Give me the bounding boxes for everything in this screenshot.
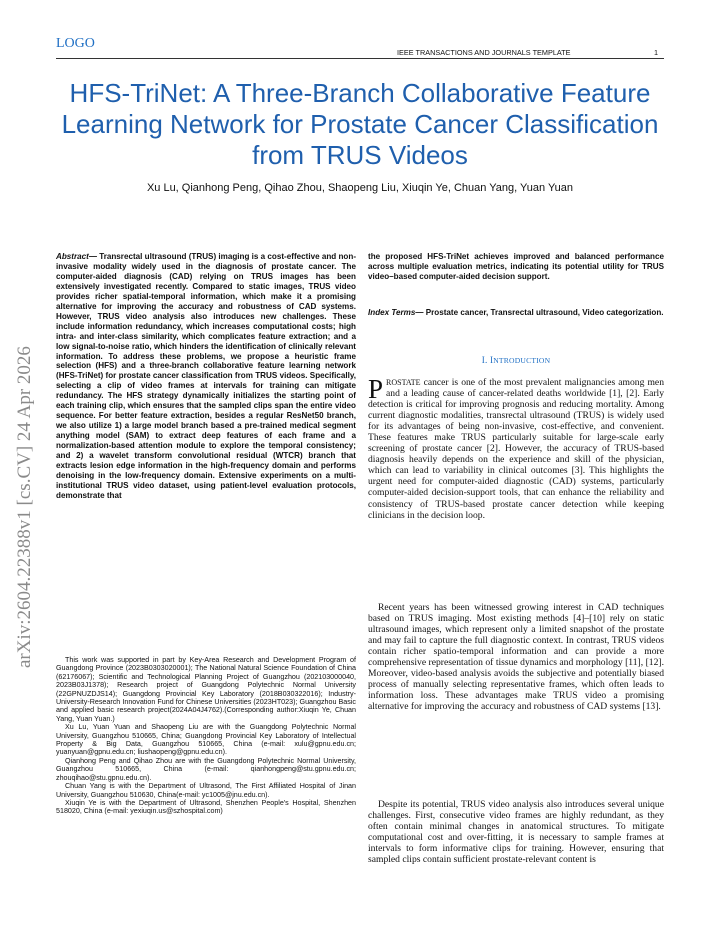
footnote-affiliation: Xu Lu, Yuan Yuan and Shaopeng Liu are with the Guangdong Polytechnic Normal University, Guangzhou 510665, China; Guangdong Provincial Key Laboratory of Intellectual Property & Big Data, Guangzhou 510665, China (e-mail: xulu@gpnu.edu.cn; yuanyuan@gpnu.edu.cn; liushaopeng@gpnu.edu.cn). [56, 723, 356, 757]
drop-cap: P [368, 374, 384, 404]
footnotes [56, 656, 356, 816]
intro-paragraph: Recent years has been witnessed growing interest in CAD techniques based on TRUS imaging. Most existing methods [4]–[10] rely on static ultrasound images, which represent only a limited snapshot of the prostate and may fail to capture the full diagnostic context. In contrast, TRUS videos contain richer spatio-temporal information and can provide a more comprehensive representation of tissue dynamics and morphology [11], [12]. Moreover, video-based analysis avoids the subjective and potentially biased process of manually selecting representative frames, which often leads to information loss. These advantages make TRUS video a promising alternative for improving the accuracy and robustness of CAD systems [13]. [368, 602, 664, 713]
footnote-affiliation: Xiuqin Ye is with the Department of Ultrasond, Shenzhen People's Hospital, Shenzhen 518020, China (e-mail: yexiuqin.us@szhospital.com) [56, 798, 356, 816]
abstract-text: Transrectal ultrasound (TRUS) imaging is a cost-effective and non-invasive modality widely used in the diagnosis of prostate cancer. The computer-aided diagnosis (CAD) relying on TRUS images has been extensively investigated recently. Compared to static images, TRUS video provides richer spatial-temporal information, which make it a promising alternative for improving the accuracy and robustness of CAD systems. However, TRUS video analysis also introduces new challenges. These include information redundancy, which increases computational costs; high intra- and inter-class similarity, which complicates feature extraction; and a low signal-to-noise ratio, which hinders the identification of clinically relevant information. To address these problems, we propose a heuristic frame selection (HFS) and a three-branch collaborative feature learning network (HFS-TriNet) for prostate cancer classification from TRUS videos. Specifically, selecting a clip of video frames at intervals for training can mitigate redundancy. The HFS strategy dynamically initializes the starting point of each training clip, which ensures that the sampled clips span the entire video sequence. For better feature extraction, besides a regular ResNet50 branch, we also utilize 1) a large model branch based a pre-trained medical segment anything model (SAM) to extract deep features of each frame and a normalization-based attention module to explore the temporal consistency; and 2) a wavelet transform convolutional residual (WTCR) branch that extracts lesion edge information in the high-frequency domain and performs denoising in the low-frequency domain. Extensive experiments on a multi-institutional TRUS video dataset, using patient-level evaluation protocols, demonstrate that [56, 252, 357, 500]
section-heading [368, 355, 664, 365]
footnote-funding: This work was supported in part by Key-Area Research and Development Program of Guangdong Province (2023B0303020001); The National Natural Science Foundation of China (62176067); Scientific and Technological Planning Project of Guangzhou (202103000040, 2023B03J1378); Research project of Guangdong Polytechnic Normal University (22GPNUZDJS14); Guangdong Provincial Key Laboratory (2018B030322016); Industry-University-Research Innovation Fund for Chinese Universities (2023HT023); Guangzhou Basic and applied basic research project(2024A04J4762).(Corresponding author:Xiuqin Ye, Chuan Yang, Yuan Yuan.) [56, 656, 356, 723]
section-title-first: I [489, 355, 494, 365]
abstract [56, 252, 356, 501]
intro-paragraph [368, 374, 664, 521]
page-number: 1 [654, 48, 659, 57]
first-word-rest: ROSTATE [386, 378, 421, 387]
section-title-rest: NTRODUCTION [493, 356, 551, 365]
index-terms-label: Index Terms— [368, 308, 424, 317]
intro-paragraph: Despite its potential, TRUS video analysis also introduces several unique challenges. First, consecutive video frames are highly redundant, as they often contain minimal changes in anatomical structures. To mitigate computational cost and over-fitting, it is necessary to sample frames at intervals to form informative clips for training. However, ensuring that sampled clips contain sufficient prostate-relevant content is [368, 799, 664, 866]
running-header: IEEE TRANSACTIONS AND JOURNALS TEMPLATE [397, 48, 571, 57]
logo: LOGO [56, 36, 95, 51]
arxiv-watermark: arXiv:2604.22388v1 [cs.CV] 24 Apr 2026 [14, 346, 35, 668]
footnote-affiliation: Qianhong Peng and Qihao Zhou are with the Guangdong Polytechnic Normal University, Guangzhou 510665, China (e-mail: qianhongpeng@stu.gpnu.edu.cn; zhouqihao@stu.gpnu.edu.cn). [56, 756, 356, 782]
index-terms [368, 308, 664, 318]
abstract-continuation: the proposed HFS-TriNet achieves improved and balanced performance across multiple evaluation metrics, indicating its potential utility for TRUS video–based computer-aided decision support. [368, 252, 664, 281]
author-list: Xu Lu, Qianhong Peng, Qihao Zhou, Shaopeng Liu, Xiuqin Ye, Chuan Yang, Yuan Yuan [146, 182, 574, 194]
abstract-label: Abstract— [56, 252, 97, 261]
header-rule [56, 58, 664, 59]
section-number: I. [481, 355, 490, 365]
paper-title: HFS-TriNet: A Three-Branch Collaborative Feature Learning Network for Prostate Cancer Classification from TRUS Videos [61, 78, 659, 170]
index-terms-text: Prostate cancer, Transrectal ultrasound, Video categorization. [425, 308, 664, 317]
intro-text: cancer is one of the most prevalent malignancies among men and a leading cause of cancer-related deaths worldwide [1], [2]. Early detection is critical for improving prognosis and reducing mortality. Among current diagnostic modalities, transrectal ultrasound (TRUS) is widely used for its advantages of being non-invasive, cost-effective, and convenient. These features make TRUS particularly suitable for large-scale early screening of prostate cancer [2]. However, the accuracy of TRUS-based diagnosis heavily depends on the experience and skill of the physician, which can lead to variability in clinical outcomes [3]. This highlights the urgent need for computer-aided diagnostic (CAD) systems, particularly computer-aided decision-support tools, that can enhance the reliability and consistency of TRUS-based prostate cancer detection while keeping clinicians in the decision loop. [368, 377, 664, 521]
footnote-affiliation: Chuan Yang is with the Department of Ultrasond, The First Affiliated Hospital of Jinan University, Guangzhou 510630, China(e-mail: yc1005@jnu.edu.cn). [56, 782, 356, 799]
